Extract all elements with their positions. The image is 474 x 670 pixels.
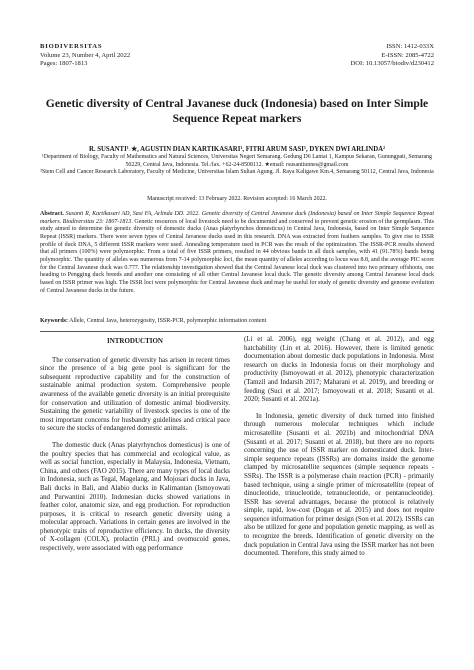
doi: DOI: 10.13057/biodiv/d230412 — [350, 60, 434, 68]
right-column — [244, 335, 434, 558]
issn: ISSN: 1412-033X — [386, 43, 434, 50]
affiliations — [40, 154, 434, 177]
eissn: E-ISSN: 2085-4722 — [381, 51, 434, 59]
section-divider — [40, 331, 434, 332]
keywords — [40, 318, 434, 324]
keywords-text: Allele, Central Java, heterozygosity, ISSR-PCR, polymorphic information content — [69, 318, 267, 324]
journal-volume: Volume 23, Number 4, April 2022 — [40, 51, 131, 59]
affiliation-1: ¹Department of Biology, Faculty of Mathematics and Natural Sciences, Universitas Negeri Semarang. Gedung D6 Lantai 1, Kampus Sekaran, Gunungpati, Semarang 50229, Central Java, Indonesia. Tel./fax. +62-24-8508112. ★email: rsusantiunnes@gmail.com — [42, 154, 432, 168]
introduction-heading: INTRODUCTION — [106, 337, 163, 345]
intro-paragraph-4: In Indonesia, genetic diversity of duck turned into finished through numerous molecular techniques which include microsatellite (Susanti et al. 2021b) and mitochondrial DNA (Susanti et al. 2017; Susanti et al. 2018), but there are no reports concerning the use of ISSR marker on domesticated duck. Inter-simple sequence repeats (ISSRs) are domains inside the genome clamped by microsatellite sequences (simple sequence repeats - SSRs). The ISSR is a polymerase chain reaction (PCR) - primarily based technique, using a single primer of microsatellite (repeat of dinucleotide, trinucleotide, tetranucleotide, or pentanucleotide). ISSR has several advantages, because the protocol is relatively simple, rapid, low-cost (Dogan et al. 2015) and does not require sequence information for primer design (Son et al. 2012). ISSRs can also be utilized for gene and population genetic mapping, as well as to recognize the breeds. Identification of genetic diversity on the duck population in Central Java using the ISSR marker has not been documented. Therefore, this study aimed to — [244, 411, 434, 558]
paper-title: Genetic diversity of Central Javanese duck (Indonesia) based on Inter Simple Sequence Repeat markers — [45, 97, 429, 125]
intro-paragraph-2: The domestic duck (Anas platyrhynchos domesticus) is one of the poultry species that has commercial and ecological value, as well as social function, especially in Malaysia, Indonesia, Vietnam, China, and others (FAO 2015). There are many types of local ducks in Indonesia, such as Tegal, Magelang, and Mojosari ducks in Java, Bali ducks in Bali, and Alabio ducks in Kalimantan (Ismoyowati and Purwantini 2010). Indonesian ducks showed variations in feather color, anatomic size, and egg production. For reproduction purposes, it is critical to research genetic diversity using a molecular approach. Variations in certain genes are involved in the phenotypic traits of reproductive efficiency. In ducks, the diversity of X-collagen (COLX), prolactin (PRL) and ovomucoid genes, respectively, were associated with egg performance — [40, 440, 230, 553]
abstract — [40, 211, 434, 295]
manuscript-dates: Manuscript received: 13 February 2022. Revision accepted: 16 March 2022. — [147, 196, 327, 202]
journal-header-right — [350, 43, 434, 69]
abstract-citation: Susanti R, Kartikasari AD, Sasi FA, Arlinda DD. 2022. Genetic diversity of Central Javanese duck (Indonesia) based on Inter Simple Sequence Repeat markers. Biodiversitas 23: 1807-1813. — [40, 211, 435, 225]
left-column — [40, 335, 230, 553]
journal-header-left — [40, 43, 130, 69]
author-list: R. SUSANTI¹˒★, AGUSTIN DIAN KARTIKASARI¹, FITRI ARUM SASI¹, DYKEN DWI ARLINDA² — [88, 146, 386, 153]
journal-name: BIODIVERSITAS — [40, 43, 103, 50]
intro-paragraph-3: (Li et al. 2006), egg weight (Chang et al. 2012), and egg hatchability (Lin et al. 2016). However, there is limited genetic documentation about domestic duck populations in Indonesia. Most research on ducks in Indonesia focus on their morphology and productivity (Ismoyowati et al. 2012), phenotypic characterization (Tamzil and Indarsih 2017; Maharani et al. 2019), and breeding or feeding (Suci et al. 2017; Ismoyowati et al. 2018; Susanti et al. 2020; Susanti et al. 2021a). — [244, 335, 434, 404]
intro-paragraph-1: The conservation of genetic diversity has arisen in recent times since the presence of a big gene pool is significant for the subsequent reproductive capability and for the construction of sustainable animal production system. Comprehensive people awareness of the available genetic diversity is an initial prerequisite for conservation and utilization of domestic animal biodiversity. Sustaining the genetic variability of livestock species is one of the most important concerns for husbandry guidelines and critical pace to secure the stocks of endangered domestic animals. — [40, 355, 230, 433]
abstract-label: Abstract. — [40, 211, 64, 217]
keywords-label: Keywords: — [40, 318, 68, 324]
abstract-text: Genetic resources of local livestock need to be documented and conserved to prevent genetic erosion of the germplasm. This study aimed to determine the genetic diversity of domestic ducks (Anas platyrhynchos domesticus) in Central Java, Indonesia, based on Inter Simple Sequence Repeat (ISSR) markers. There were seven types of Central Javanese ducks used in this research. DNA was extracted from feathers samples. To give rise to ISSR profile of duck DNA, 5 different ISSR markers were used. Annealing temperature used in PCR was the result of the optimization. The ISSR-PCR results showed that all primers (100%) were polymorphic. From a total of five ISSR primers, resulted in 44 obvious bands in all duck samples, with 41 (91.78%) bands being polymorphic. The quantity of alleles was numerous from 7-14 polymorphic loci, the mean quantity of alleles according to locus was 8.8, and the average PIC score for the Central Javanese duck was 0.777. The relationship investigation showed that the Central Javanese local duck was clustered into two primary offshoots, one heading to Pengging duck breeds and another one consisting of all other Central Javanese local duck. The genetic diversity among Central Javanese local duck based on ISSR primer was high. The ISSR loci were polymorphic for Central Javanese duck and may be useful for study of genetic diversity and genome evolution of Central Javanese ducks in the future. — [40, 218, 435, 294]
affiliation-2: ²Stem Cell and Cancer Research Laboratory, Faculty of Medicine, Universitas Islam Sultan Agung. Jl. Raya Kaligawe Km.4, Semarang 50112, Central Java, Indonesia — [40, 169, 434, 176]
journal-pages: Pages: 1807-1813 — [40, 60, 88, 68]
